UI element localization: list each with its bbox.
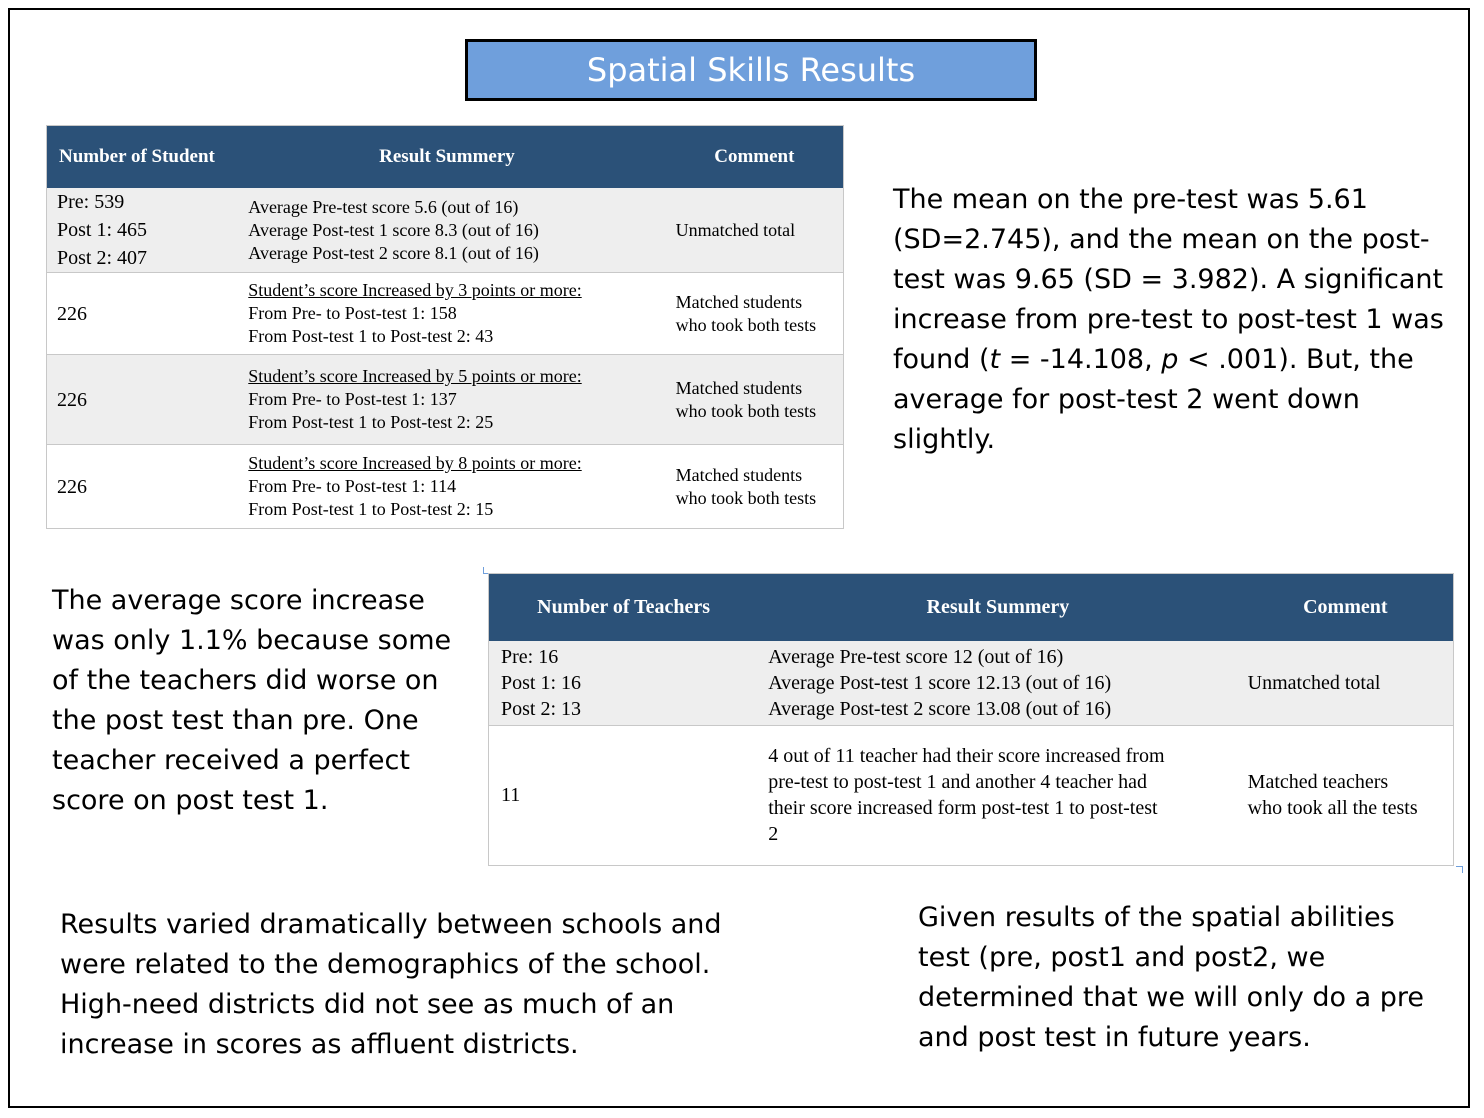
student-count-pre: Pre: 539	[57, 191, 125, 213]
comment-cell	[666, 188, 844, 273]
summary-cell	[238, 355, 665, 445]
comment-line: who took both tests	[675, 400, 817, 421]
slide-title: Spatial Skills Results	[465, 39, 1037, 101]
mean-results-paragraph	[893, 180, 1453, 460]
comment-line: Matched teachers	[1247, 771, 1389, 793]
p-value-symbol: p	[1161, 344, 1179, 375]
summary-line: From Post-test 1 to Post-test 2: 15	[248, 499, 494, 519]
teacher-results-table	[488, 573, 1454, 866]
comment-cell	[1238, 641, 1454, 725]
comment-line: who took both tests	[675, 487, 817, 508]
teacher-count-cell	[489, 641, 759, 725]
paragraph-line: and post test in future years.	[918, 1022, 1311, 1053]
summary-cell	[238, 445, 665, 529]
paragraph-line: High-need districts did not see as much of an	[60, 989, 675, 1020]
student-results-table	[46, 125, 844, 529]
header-number-of-teachers: Number of Teachers	[489, 574, 759, 642]
summary-line: Average Post-test 1 score 8.3 (out of 16)	[248, 219, 539, 240]
header-number-of-student: Number of Student	[47, 126, 239, 189]
comment-line: who took all the tests	[1247, 797, 1418, 819]
paragraph-line: score on post test 1.	[52, 785, 329, 816]
table-row	[47, 355, 844, 445]
header-result-summary: Result Summery	[238, 126, 665, 189]
mean-results-text: The mean on the pre-test was 5.61 (SD=2.745), and the mean on the post-test was 9.65 (SD = 3.982). A significant increase from pre-test to post-test 1 was found (	[893, 184, 1444, 375]
student-count-cell	[47, 188, 239, 273]
header-comment: Comment	[1238, 574, 1454, 642]
comment-line: Unmatched total	[1247, 671, 1381, 694]
student-count-post2: Post 2: 407	[57, 247, 148, 269]
student-count-cell: 226	[47, 445, 239, 529]
future-plan-paragraph	[918, 898, 1458, 1058]
comment-cell	[666, 355, 844, 445]
table-row	[489, 725, 1454, 865]
summary-heading: Student’s score Increased by 3 points or more:	[248, 280, 582, 300]
summary-line: Average Post-test 2 score 13.08 (out of 16)	[768, 697, 1112, 720]
comment-line: Matched students	[675, 377, 803, 398]
comment-line: Matched students	[675, 464, 803, 485]
summary-line: Average Pre-test score 5.6 (out of 16)	[248, 196, 519, 217]
table-row	[47, 273, 844, 355]
header-comment: Comment	[666, 126, 844, 189]
paragraph-line: Results varied dramatically between schools and	[60, 909, 722, 940]
t-statistic-symbol: t	[989, 344, 1001, 375]
table-header-row	[47, 126, 844, 189]
comment-line: who took both tests	[675, 314, 817, 335]
summary-cell	[758, 641, 1237, 725]
mean-results-text: = -14.108,	[1000, 344, 1162, 375]
summary-line: Average Pre-test score 12 (out of 16)	[768, 645, 1064, 668]
teacher-count-pre: Pre: 16	[501, 645, 559, 668]
summary-line: From Post-test 1 to Post-test 2: 25	[248, 412, 494, 432]
student-count-cell: 226	[47, 355, 239, 445]
comment-line: Unmatched total	[675, 219, 796, 240]
teacher-count-cell: 11	[489, 725, 759, 865]
paragraph-line: was only 1.1% because some	[52, 625, 452, 656]
paragraph-line: were related to the demographics of the school.	[60, 949, 711, 980]
summary-line: 2	[768, 823, 779, 845]
summary-line: 4 out of 11 teacher had their score increased from	[768, 745, 1165, 767]
selection-handle-icon	[1456, 866, 1463, 873]
summary-cell	[238, 273, 665, 355]
paragraph-line: determined that we will only do a pre	[918, 982, 1424, 1013]
header-result-summary: Result Summery	[758, 574, 1237, 642]
summary-line: Average Post-test 2 score 8.1 (out of 16)	[248, 242, 539, 263]
summary-line: From Pre- to Post-test 1: 158	[248, 303, 457, 323]
summary-line: Average Post-test 1 score 12.13 (out of 16)	[768, 671, 1112, 694]
comment-cell	[666, 273, 844, 355]
paragraph-line: the post test than pre. One	[52, 705, 419, 736]
summary-heading: Student’s score Increased by 5 points or more:	[248, 366, 582, 386]
summary-heading: Student’s score Increased by 8 points or more:	[248, 453, 582, 473]
paragraph-line: teacher received a perfect	[52, 745, 410, 776]
table-row	[489, 641, 1454, 725]
paragraph-line: Given results of the spatial abilities	[918, 902, 1395, 933]
summary-line: From Pre- to Post-test 1: 114	[248, 476, 457, 496]
summary-line: pre-test to post-test 1 and another 4 teacher had	[768, 771, 1147, 793]
summary-line: their score increased form post-test 1 to post-test	[768, 797, 1158, 819]
schools-note-paragraph	[60, 905, 760, 1065]
teacher-count-post2: Post 2: 13	[501, 697, 582, 720]
summary-line: From Pre- to Post-test 1: 137	[248, 389, 457, 409]
mean-results-text: < .001). But, the average for post-test 2 went down slightly.	[893, 344, 1414, 455]
comment-cell	[666, 445, 844, 529]
teacher-note-paragraph	[52, 581, 472, 821]
paragraph-line: increase in scores as affluent districts.	[60, 1029, 579, 1060]
table-header-row	[489, 574, 1454, 642]
student-count-post1: Post 1: 465	[57, 219, 148, 241]
paragraph-line: test (pre, post1 and post2, we	[918, 942, 1326, 973]
summary-cell	[758, 725, 1237, 865]
table-row	[47, 445, 844, 529]
paragraph-line: The average score increase	[52, 585, 425, 616]
comment-line: Matched students	[675, 291, 803, 312]
summary-cell	[238, 188, 665, 273]
table-row	[47, 188, 844, 273]
summary-line: From Post-test 1 to Post-test 2: 43	[248, 326, 494, 346]
paragraph-line: of the teachers did worse on	[52, 665, 439, 696]
teacher-count-post1: Post 1: 16	[501, 671, 582, 694]
student-count-cell: 226	[47, 273, 239, 355]
comment-cell	[1238, 725, 1454, 865]
